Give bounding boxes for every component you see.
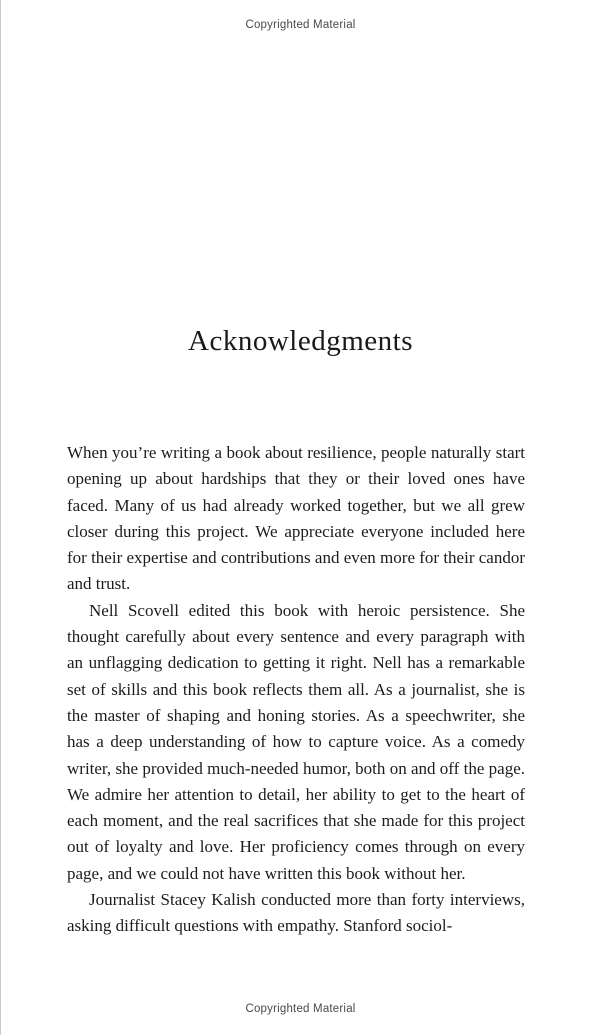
paragraph: When you’re writing a book about resilience, people naturally start opening up about hardships that they or their loved ones have faced. Many of us had already worked together, but we all grew closer during this project. We appreciate everyone included here for their expertise and contributions and even more for their candor and trust.: [67, 443, 525, 594]
paragraph: Journalist Stacey Kalish conducted more than forty interviews, asking difficult questions with empathy. Stanford sociol-: [67, 890, 525, 936]
copyright-notice-top: Copyrighted Material: [245, 19, 356, 31]
copyright-notice-bottom: Copyrighted Material: [245, 1003, 356, 1015]
paragraph: Nell Scovell edited this book with heroic persistence. She thought carefully about every sentence and every paragraph with an unflagging dedication to getting it right. Nell has a remarkable set of skills and this book reflects them all. As a journalist, she is the master of shaping and honing stories. As a speechwriter, she has a deep understanding of how to capture voice. As a comedy writer, she provided much-needed humor, both on and off the page. We admire her attention to detail, her ability to get to the heart of each moment, and the real sacrifices that she made for this project out of loyalty and love. Her proficiency comes through on every page, and we could not have written this book without her.: [67, 600, 525, 883]
chapter-title: Acknowledgments: [188, 325, 413, 357]
chapter-body: [67, 440, 525, 940]
